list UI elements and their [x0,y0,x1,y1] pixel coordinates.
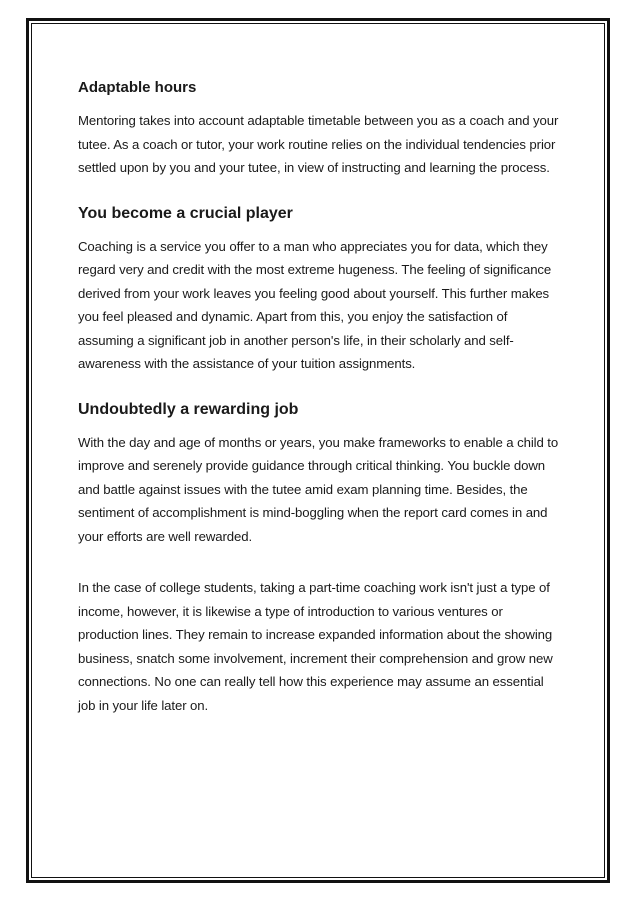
section-crucial-player [78,204,564,376]
section-heading: You become a crucial player [78,204,293,222]
section-heading: Undoubtedly a rewarding job [78,400,299,418]
section-paragraph: With the day and age of months or years, you make frameworks to enable a child to improve and serenely provide guidance through critical thinking. You buckle down and battle against issues with the tutee amid exam planning time. Besides, the sentiment of accomplishment is mind-boggling when the report card comes in and your efforts are well rewarded. [78,434,559,544]
section-paragraph: Mentoring takes into account adaptable timetable between you as a coach and your tutee. As a coach or tutor, your work routine relies on the individual tendencies prior settled upon by you and your tutee, in view of instructing and learning the process. [78,113,559,175]
document-body [78,78,564,717]
section-rewarding-job [78,400,564,549]
section-paragraph: Coaching is a service you offer to a man who appreciates you for data, which they regard very and credit with the most extreme hugeness. The feeling of significance derived from your work leaves you feeling good about yourself. This further makes you feel pleased and dynamic. Apart from this, you enjoy the satisfaction of assuming a significant job in another person's life, in their scholarly and self-awareness with the assistance of your tuition assignments. [78,238,552,371]
closing-paragraph: In the case of college students, taking a part-time coaching work isn't just a type of income, however, it is likewise a type of introduction to various ventures or production lines. They remain to increase expanded information about the showing business, snatch some involvement, increment their comprehension and grow new connections. No one can really tell how this experience may assume an essential job in your life later on. [78,580,553,713]
section-heading: Adaptable hours [78,79,197,96]
section-adaptable-hours [78,78,564,180]
